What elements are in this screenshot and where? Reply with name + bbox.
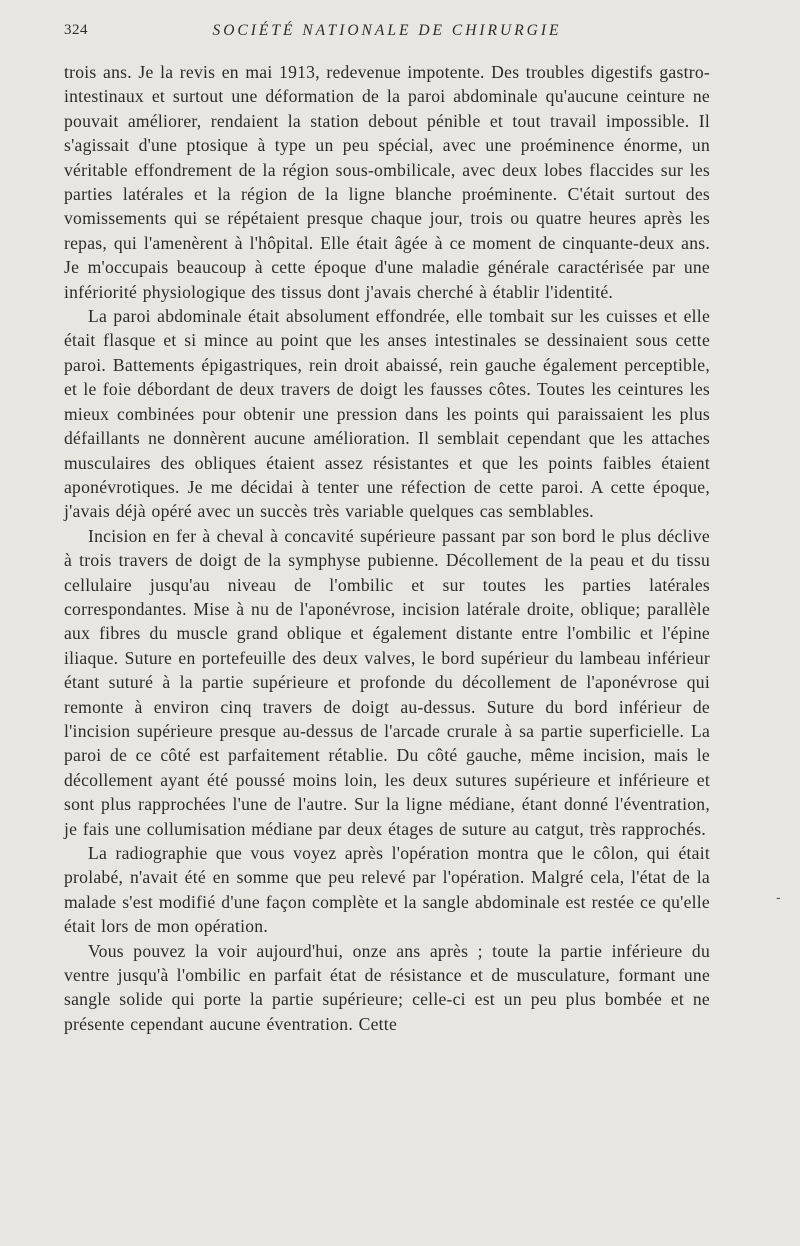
margin-mark: - — [776, 889, 781, 905]
paragraph: Incision en fer à cheval à concavité supérieure passant par son bord le plus déclive à trois travers de doigt de la symphyse pubienne. Décollement de la peau et du tissu cellulaire jusqu'au niveau de l'ombilic et sur toutes les parties latérales correspondantes. Mise à nu de l'aponévrose, incision latérale droite, oblique; parallèle aux fibres du muscle grand oblique et également distante entre l'ombilic et l'épine iliaque. Suture en portefeuille des deux valves, le bord supérieur du lambeau inférieur étant suturé à la partie supérieure et profonde du décollement de l'aponévrose qui remonte à environ cinq travers de doigt au-dessus. Suture du bord inférieur de l'incision supérieure presque au-dessus de l'arcade crurale à sa partie superficielle. La paroi de ce côté est parfaitement rétablie. Du côté gauche, même incision, mais le décollement ayant été poussé moins loin, les deux sutures supérieure et inférieure et sont plus rapprochées l'une de l'autre. Sur la ligne médiane, étant donné l'éventration, je fais une collumisation médiane par deux étages de suture au catgut, très rapprochés. — [64, 525, 710, 839]
paragraph: La radiographie que vous voyez après l'opération montra que le côlon, qui était prolabé, n'avait été en somme que peu relevé par l'opération. Malgré cela, l'état de la malade s'est modifié d'une façon complète et la sangle abdominale est restée ce qu'elle était lors de mon opération. — [64, 843, 710, 937]
running-title: SOCIÉTÉ NATIONALE DE CHIRURGIE — [212, 22, 562, 39]
paragraph: trois ans. Je la revis en mai 1913, redevenue impotente. Des troubles digestifs gastro-intestinaux et surtout une déformation de la paroi abdominale qu'aucune ceinture ne pouvait améliorer, rendaient la station debout pénible et tout travail impossible. Il s'agissait d'une ptosique à type un peu spécial, avec une proéminence énorme, un véritable effondrement de la région sous-ombilicale, avec deux lobes flaccides sur les parties latérales et la région de la ligne blanche proéminente. C'était surtout des vomissements qui se répétaient presque chaque jour, trois ou quatre heures après les repas, qui l'amenèrent à l'hôpital. Elle était âgée à ce moment de cinquante-deux ans. Je m'occupais beaucoup à cette époque d'une maladie générale caractérisée par une infériorité physiologique des tissus dont j'avais cherché à établir l'identité. — [64, 62, 710, 302]
page-header — [64, 22, 710, 46]
paragraph: Vous pouvez la voir aujourd'hui, onze ans après ; toute la partie inférieure du ventre jusqu'à l'ombilic en parfait état de résistance et de musculature, formant une sangle solide qui porte la partie supérieure; celle-ci est un peu plus bombée et ne présente cependant aucune éventration. Cette — [64, 940, 710, 1034]
paragraph: La paroi abdominale était absolument effondrée, elle tombait sur les cuisses et elle était flasque et si mince au point que les anses intestinales se dessinaient sous cette paroi. Battements épigastriques, rein droit abaissé, rein gauche également perceptible, et le foie débordant de deux travers de doigt les fausses côtes. Toutes les ceintures les mieux combinées pour obtenir une pression dans les points qui paraissaient les plus défaillants ne donnèrent aucune amélioration. Il semblait cependant que les attaches musculaires des obliques étaient assez résistantes et que les points faibles étaient aponévrotiques. Je me décidai à tenter une réfection de cette paroi. A cette époque, j'avais déjà opéré avec un succès très variable quelques cas semblables. — [64, 306, 710, 522]
page-number: 324 — [64, 22, 88, 38]
body-text — [64, 60, 710, 1036]
